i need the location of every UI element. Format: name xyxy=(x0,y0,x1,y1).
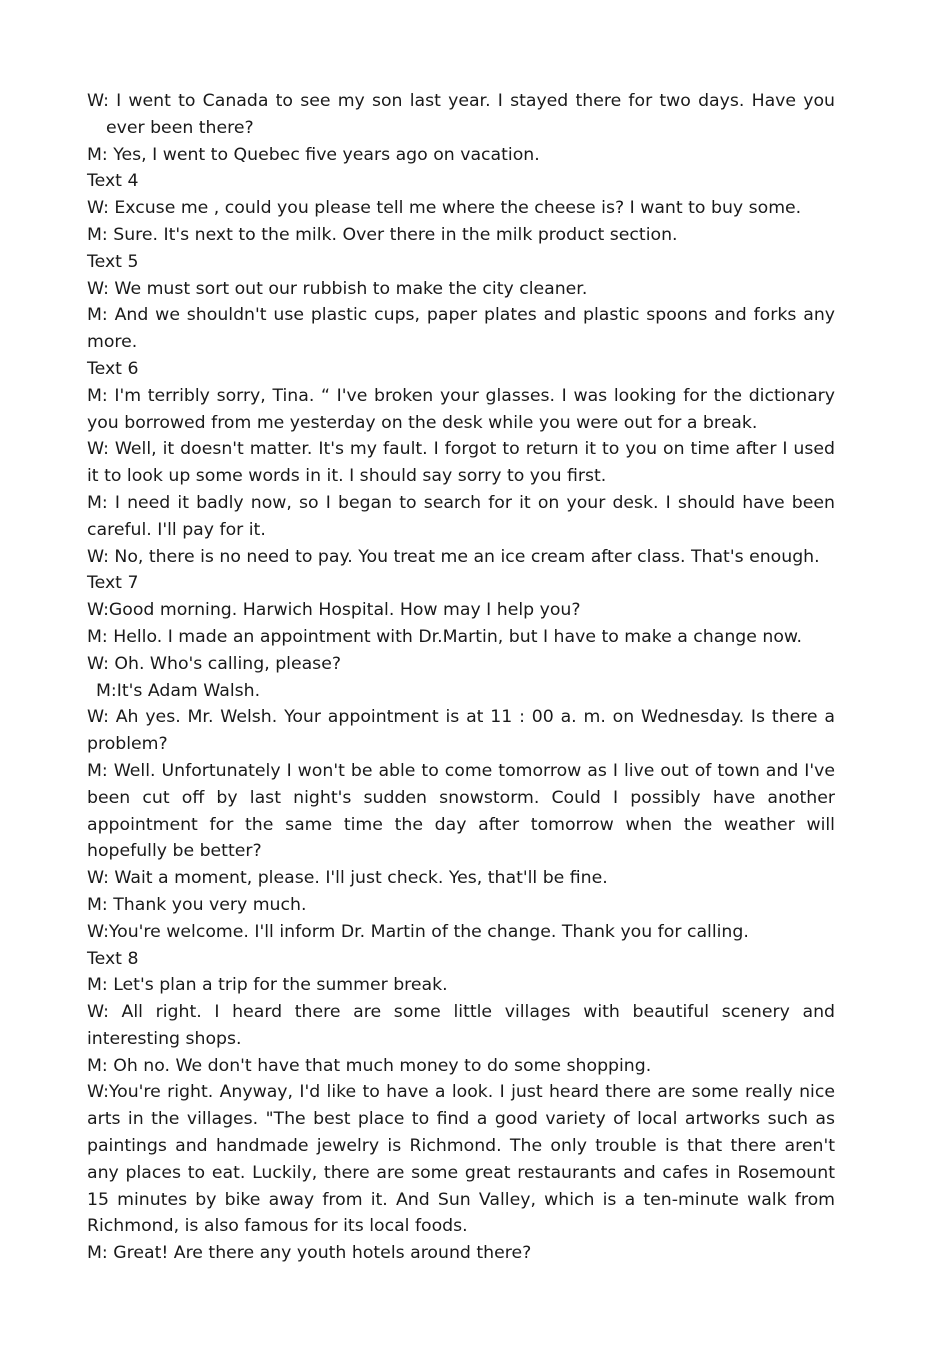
dialogue-line: W: No, there is no need to pay. You treat me an ice cream after class. That's enough. xyxy=(87,546,820,567)
dialogue-line: M:It's Adam Walsh. xyxy=(96,680,261,701)
dialogue-line: W: Well, it doesn't matter. It's my fault. I forgot to return it to you on time after I used it to look up some words in it. I should say sorry to you first. xyxy=(87,439,835,487)
section-heading-text-5: Text 5 xyxy=(87,251,139,272)
section-heading-text-6: Text 6 xyxy=(87,358,139,379)
dialogue-line: M: Thank you very much. xyxy=(87,894,307,915)
dialogue-line: M: Great! Are there any youth hotels around there? xyxy=(87,1243,532,1264)
dialogue-line: W:Good morning. Harwich Hospital. How may I help you? xyxy=(87,600,581,621)
dialogue-line: W:You're right. Anyway, I'd like to have a look. I just heard there are some really nice arts in the villages. "The best place to find a good variety of local artworks such as paintings and handmade jewelry is Richmond. The only trouble is that there aren't any places to eat. Luckily, there are some great restaurants and cafes in Rosemount 15 minutes by bike away from it. And Sun Valley, which is a ten-minute walk from Richmond, is also famous for its local foods. xyxy=(87,1082,835,1237)
dialogue-line: M: Let's plan a trip for the summer break. xyxy=(87,975,448,996)
dialogue-line: W: All right. I heard there are some little villages with beautiful scenery and interesting shops. xyxy=(87,1002,835,1049)
dialogue-line: W:You're welcome. I'll inform Dr. Martin of the change. Thank you for calling. xyxy=(87,921,749,942)
dialogue-line: M: Sure. It's next to the milk. Over there in the milk product section. xyxy=(87,224,678,245)
dialogue-line: M: And we shouldn't use plastic cups, paper plates and plastic spoons and forks any more. xyxy=(87,305,835,353)
dialogue-line: W: Ah yes. Mr. Welsh. Your appointment is at 11 : 00 a. m. on Wednesday. Is there a problem? xyxy=(87,707,835,755)
dialogue-line: M: Oh no. We don't have that much money to do some shopping. xyxy=(87,1055,652,1076)
section-heading-text-8: Text 8 xyxy=(87,948,139,969)
dialogue-line: M: Hello. I made an appointment with Dr.Martin, but I have to make a change now. xyxy=(87,626,802,647)
dialogue-line: W: Excuse me , could you please tell me where the cheese is? I want to buy some. xyxy=(87,198,802,219)
transcript-page xyxy=(87,88,835,1267)
dialogue-line: W: Wait a moment, please. I'll just check. Yes, that'll be fine. xyxy=(87,868,608,889)
section-heading-text-4: Text 4 xyxy=(87,171,139,192)
section-heading-text-7: Text 7 xyxy=(87,573,139,594)
dialogue-line: M: Yes, I went to Quebec five years ago on vacation. xyxy=(87,144,540,165)
dialogue-line: M: Well. Unfortunately I won't be able to come tomorrow as I live out of town and I've been cut off by last night's sudden snowstorm. Could I possibly have another appointment for the same time the day after tomorrow when the weather will hopefully be better? xyxy=(87,760,835,862)
dialogue-line: W: I went to Canada to see my son last year. I stayed there for two days. Have you ever been there? xyxy=(87,91,835,138)
dialogue-line: W: Oh. Who's calling, please? xyxy=(87,653,341,674)
dialogue-line: M: I need it badly now, so I began to search for it on your desk. I should have been careful. I'll pay for it. xyxy=(87,492,835,540)
dialogue-line: M: I'm terribly sorry, Tina. “ I've broken your glasses. I was looking for the dictionary you borrowed from me yesterday on the desk while you were out for a break. xyxy=(87,385,835,433)
dialogue-line: W: We must sort out our rubbish to make the city cleaner. xyxy=(87,278,588,299)
